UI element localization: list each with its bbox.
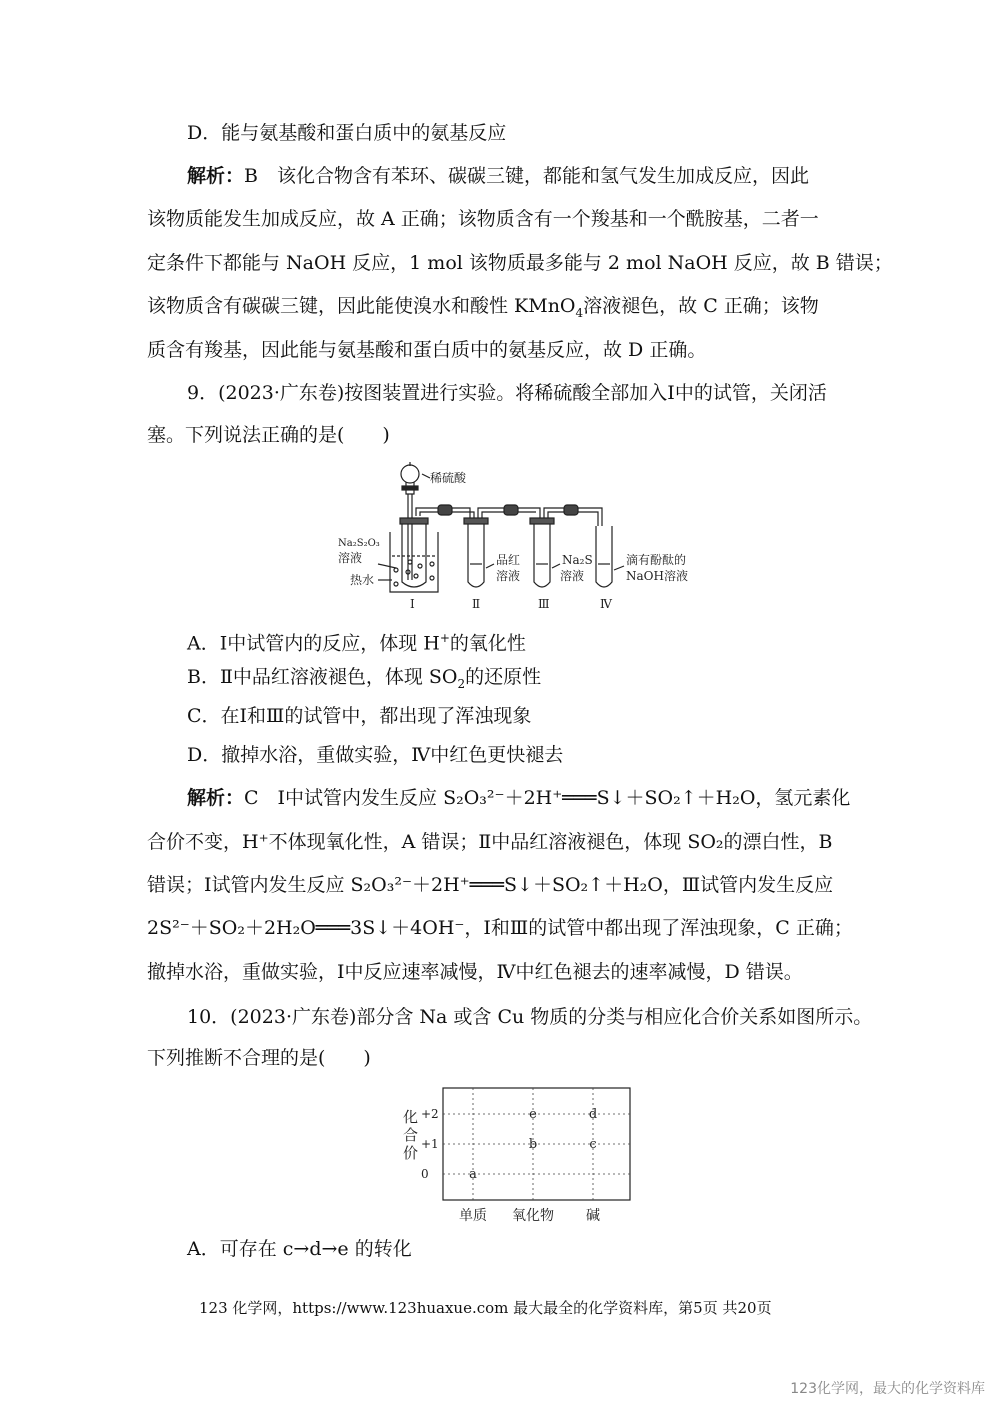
q9-option-b [187, 662, 541, 699]
analysis-label: 解析： [187, 165, 245, 187]
q9-stem-line-2: 塞。下列说法正确的是( ) [147, 424, 390, 446]
q9-analysis-line-1 [187, 783, 850, 813]
y-tick-label: +1 [421, 1137, 439, 1151]
y-axis-label-char: 合 [403, 1126, 419, 1144]
q9-apparatus-figure [330, 460, 710, 620]
q10-stem-line-2: 下列推断不合理的是( ) [147, 1047, 371, 1069]
q8-option-d: D．能与氨基酸和蛋白质中的氨基反应 [187, 122, 507, 144]
label-naoh-solution: NaOH溶液 [626, 569, 688, 583]
y-tick-label: 0 [421, 1167, 429, 1181]
q10-option-a: A．可存在 c→d→e 的转化 [187, 1238, 412, 1260]
label-pinhong: 品红 [496, 553, 521, 567]
q9-analysis-line-5: 撤掉水浴，重做实验，Ⅰ中反应速率减慢，Ⅳ中红色褪去的速率减慢，D 错误。 [147, 961, 803, 983]
label-na2s-solution: 溶液 [560, 569, 585, 583]
label-na2s2o3-solution: 溶液 [338, 551, 363, 565]
data-point-b: b [528, 1137, 538, 1152]
q9-option-b-sub: 2 [457, 676, 466, 691]
q8-analysis-text-1: B 该化合物含有苯环、碳碳三键，都能和氢气发生加成反应，因此 [244, 165, 809, 187]
x-category-label: 氧化物 [512, 1208, 554, 1224]
label-II: Ⅱ [472, 597, 481, 611]
q9-stem-line-1: 9．(2023·广东卷)按图装置进行实验。将稀硫酸全部加入Ⅰ中的试管，关闭活 [187, 382, 827, 404]
label-hot-water: 热水 [350, 573, 375, 587]
label-phenolphthalein: 滴有酚酞的 [626, 553, 687, 567]
q10-stem-line-1: 10．(2023·广东卷)部分含 Na 或含 Cu 物质的分类与相应化合价关系如图所示。 [187, 1006, 873, 1028]
label-III: Ⅲ [538, 597, 550, 611]
y-tick-label: +2 [421, 1107, 439, 1121]
q8-analysis-sub: 4 [575, 305, 584, 320]
q8-analysis-line-1 [187, 161, 809, 191]
page-footer: 123 化学网，https://www.123huaxue.com 最大最全的化学资料库，第5页 共20页 [199, 1299, 772, 1317]
data-point-d: d [588, 1107, 598, 1122]
x-category-label: 单质 [459, 1208, 487, 1224]
data-point-c: c [589, 1137, 597, 1152]
label-IV: Ⅳ [600, 597, 612, 611]
y-axis-label-char: 化 [403, 1108, 419, 1126]
q8-analysis-line-4 [147, 291, 819, 328]
analysis-label: 解析： [187, 787, 245, 809]
q8-analysis-text-4a: 该物质含有碳碳三键，因此能使溴水和酸性 KMnO [147, 295, 576, 317]
x-category-label: 碱 [586, 1208, 600, 1224]
test-tube-4 [596, 526, 612, 587]
q8-analysis-text-4b: 溶液褪色，故 C 正确；该物 [583, 295, 819, 317]
test-tube-2 [468, 522, 484, 587]
q8-analysis-line-3: 定条件下都能与 NaOH 反应，1 mol 该物质最多能与 2 mol NaOH 反应，故 B 错误； [147, 252, 893, 274]
q9-option-b-text-2: 的还原性 [465, 666, 542, 688]
label-dilute-sulfuric-acid: 稀硫酸 [430, 471, 467, 485]
q9-analysis-line-3: 错误；Ⅰ试管内发生反应 S₂O₃²⁻＋2H⁺═══S↓＋SO₂↑＋H₂O，Ⅲ试管内发生反应 [147, 874, 834, 896]
q9-option-c: C．在Ⅰ和Ⅲ的试管中，都出现了浑浊现象 [187, 705, 532, 727]
q9-analysis-line-4: 2S²⁻＋SO₂＋2H₂O═══3S↓＋4OH⁻，Ⅰ和Ⅲ的试管中都出现了浑浊现象，C 正确； [147, 917, 853, 939]
test-tube-3 [534, 522, 550, 587]
y-axis-label-char: 价 [403, 1144, 419, 1162]
label-na2s: Na₂S [562, 553, 593, 567]
data-point-e: e [529, 1107, 537, 1122]
q10-valence-chart [395, 1080, 640, 1230]
funnel-bulb [401, 465, 419, 483]
q8-analysis-line-5: 质含有羧基，因此能与氨基酸和蛋白质中的氨基反应，故 D 正确。 [147, 339, 707, 361]
watermark: 123化学网，最大的化学资料库 [790, 1381, 985, 1397]
q8-analysis-line-2: 该物质能发生加成反应，故 A 正确；该物质含有一个羧基和一个酰胺基，二者一 [147, 208, 819, 230]
q9-analysis-line-2: 合价不变，H⁺不体现氧化性，A 错误；Ⅱ中品红溶液褪色，体现 SO₂的漂白性，B [147, 831, 833, 853]
q9-analysis-text-1: C Ⅰ中试管内发生反应 S₂O₃²⁻＋2H⁺═══S↓＋SO₂↑＋H₂O，氢元素化 [244, 787, 851, 809]
label-pinhong-solution: 溶液 [496, 569, 521, 583]
q9-option-d: D．撤掉水浴，重做实验，Ⅳ中红色更快褪去 [187, 744, 564, 766]
data-point-a: a [469, 1167, 477, 1182]
q9-option-a-text: A．Ⅰ中试管内的反应，体现 H [187, 632, 440, 655]
q9-option-b-text: B．Ⅱ中品红溶液褪色，体现 SO [187, 666, 458, 688]
label-na2s2o3: Na₂S₂O₃ [338, 538, 380, 549]
q9-option-a-sup: + [439, 631, 450, 645]
q9-option-a [187, 623, 526, 658]
label-I: Ⅰ [410, 597, 415, 611]
q9-option-a-text-2: 的氧化性 [449, 632, 526, 655]
